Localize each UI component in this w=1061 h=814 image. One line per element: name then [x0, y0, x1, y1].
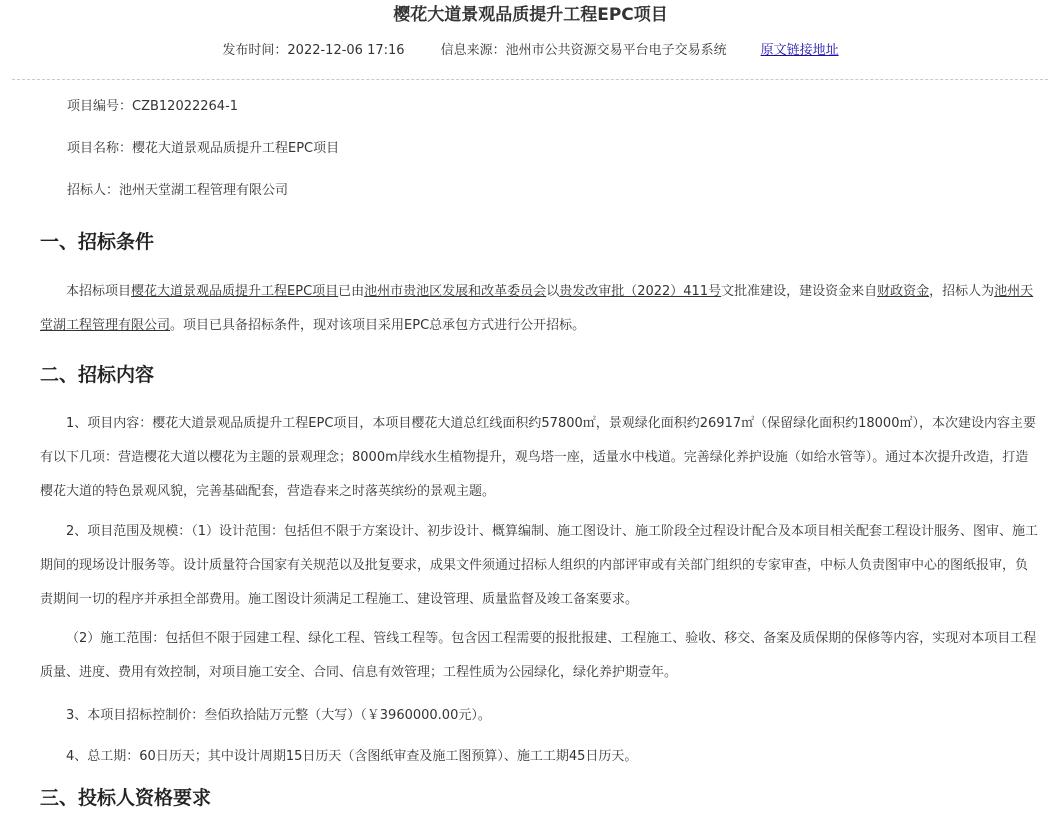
divider	[12, 79, 1048, 80]
publish-time-label: 发布时间：	[222, 43, 288, 58]
section-heading-2: 二、招标内容	[40, 364, 155, 386]
content-paragraph-5: 4、总工期：60日历天；其中设计周期15日历天（含图纸审查及施工图预算）、施工工期45日历天。	[66, 749, 638, 764]
content-paragraph-2: 2、项目范围及规模：（1）设计范围：包括但不限于方案设计、初步设计、概算编制、施工图设计、施工阶段全过程设计配合及本项目相关配套工程设计服务、图审、施工期间的现场设计服务等。设计质量符合国家有关规范以及批复要求，成果文件须通过招标人组织的内部评审或有关部门组织的专家审查，中标人负责图审中心的图纸报审，负责期间一切的程序并承担全部费用。施工图设计须满足工程施工、建设管理、质量监督及竣工备案要求。	[40, 524, 1039, 607]
approval-authority-underlined: 池州市贵池区发展和改革委员会	[364, 284, 547, 299]
meta-line	[0, 42, 1061, 60]
text: 已由	[338, 284, 365, 299]
bidding-conditions-paragraph	[40, 275, 1040, 343]
text: 本招标项目	[66, 284, 132, 299]
project-name: 项目名称：樱花大道景观品质提升工程EPC项目	[67, 141, 340, 156]
text: ，招标人为	[929, 284, 995, 299]
publish-time: 2022-12-06 17:16	[287, 43, 405, 58]
source-label: 信息来源：	[440, 43, 506, 58]
tenderer: 招标人：池州天堂湖工程管理有限公司	[67, 183, 289, 198]
fund-source-underlined: 财政资金	[877, 284, 930, 299]
project-name-underlined: 樱花大道景观品质提升工程EPC项目	[131, 284, 339, 299]
content-paragraph-1: 1、项目内容：樱花大道景观品质提升工程EPC项目，本项目樱花大道总红线面积约57800㎡，景观绿化面积约26917㎡（保留绿化面积约18000㎡），本次建设内容主要有以下几项：营造樱花大道以樱花为主题的景观理念；8000m岸线水生植物提升，观鸟塔一座，适量水中栈道。完善绿化养护设施（如给水管等）。通过本次提升改造，打造樱花大道的特色景观风貌，完善基础配套，营造春来之时落英缤纷的景观主题。	[40, 416, 1036, 499]
section-heading-3: 三、投标人资格要求	[40, 787, 212, 809]
text: 。项目已具备招标条件，现对该项目采用EPC总承包方式进行公开招标。	[170, 318, 586, 333]
project-code: 项目编号：CZB12022264-1	[67, 99, 239, 114]
tenderer-underlined: 池州天堂湖工程管理有限公司	[40, 284, 1034, 333]
source-name: 池州市公共资源交易平台电子交易系统	[505, 43, 727, 58]
page-title: 樱花大道景观品质提升工程EPC项目	[393, 5, 668, 25]
content-paragraph-3: （2）施工范围：包括但不限于园建工程、绿化工程、管线工程等。包含因工程需要的报批报建、工程施工、验收、移交、备案及质保期的保修等内容，实现对本项目工程质量、进度、费用有效控制，对项目施工安全、合同、信息有效管理；工程性质为公园绿化，绿化养护期壹年。	[40, 631, 1037, 680]
text: 文批准建设，建设资金来自	[721, 284, 878, 299]
text: 以	[546, 284, 560, 299]
approval-document-underlined: 贵发改审批（2022）411号	[559, 284, 722, 299]
original-link[interactable]: 原文链接地址	[760, 43, 839, 58]
content-paragraph-4: 3、本项目招标控制价：叁佰玖拾陆万元整（大写）（￥3960000.00元）。	[66, 708, 491, 723]
section-heading-1: 一、招标条件	[40, 231, 155, 253]
